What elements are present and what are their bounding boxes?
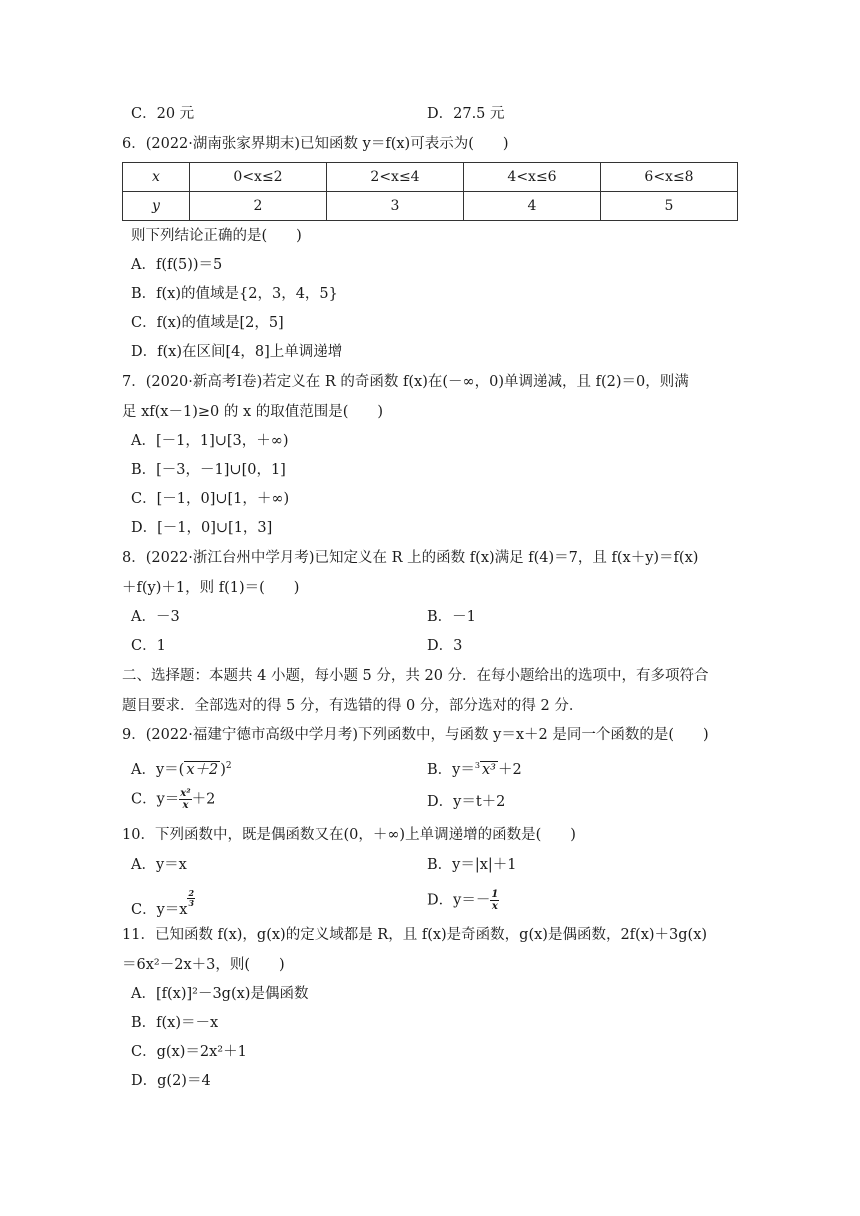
q11-option-d: D．g(2)＝4 [131,1073,211,1089]
q9-option-b-prefix: B．y＝ [427,761,475,778]
q9-stem: 9．(2022·福建宁德市高级中学月考)下列函数中，与函数 y＝x＋2 是同一个函数的是( ) [122,727,709,743]
q9-option-a-radicand: x＋2 [186,761,219,778]
fraction-denominator: 3 [188,898,195,908]
fraction-numerator: 1 [491,889,499,900]
q6-function-table [122,162,738,221]
q11-option-b: B．f(x)＝－x [131,1015,219,1031]
q11-stem-line2: ＝6x²－2x＋3，则( ) [122,957,285,973]
table-y-cell: 2 [190,192,327,221]
section2-heading-line1: 二、选择题：本题共 4 小题，每小题 5 分，共 20 分．在每小题给出的选项中，有多项符合 [122,668,709,684]
q8-stem-line2: ＋f(y)＋1，则 f(1)＝( ) [122,580,300,596]
table-x-label: x [123,163,190,192]
q9-option-b-radicand: x³ [481,761,496,778]
q9-option-b-root-index: 3 [474,761,480,770]
q9-option-b-suffix: ＋2 [497,761,522,778]
q9-option-a [131,756,232,780]
q9-option-c-suffix: ＋2 [191,791,216,808]
q9-option-b [427,756,522,780]
q6-option-a: A．f(f(5))＝5 [131,257,223,273]
q6-option-b: B．f(x)的值域是{2，3，4，5} [131,286,338,302]
q10-option-c [131,889,195,920]
fraction-denominator: x [182,800,189,811]
q8-option-a: A．－3 [131,609,180,625]
q11-option-c: C．g(x)＝2x²＋1 [131,1044,247,1060]
q9-option-c [131,788,215,811]
q10-option-d-prefix: D．y＝－ [427,892,491,909]
q9-option-a-prefix: A．y＝( [131,761,185,778]
q10-option-d [427,889,499,912]
q7-option-d: D．[－1，0]∪[1，3] [131,520,273,536]
section2-heading-line2: 题目要求．全部选对的得 5 分，有选错的得 0 分，部分选对的得 2 分． [122,698,584,714]
q10-option-c-prefix: C．y＝x [131,902,188,918]
q7-option-b: B．[－3，－1]∪[0，1] [131,462,286,478]
q9-option-c-prefix: C．y＝ [131,791,180,808]
table-x-cell: 0<x≤2 [190,163,327,192]
table-x-cell: 2<x≤4 [327,163,464,192]
q6-option-c: C．f(x)的值域是[2，5] [131,315,284,331]
q10-option-c-exponent [187,889,195,908]
table-row-x [123,163,738,192]
q7-stem-line2: 足 xf(x－1)≥0 的 x 的取值范围是( ) [122,404,384,420]
q6-stem: 6．(2022·湖南张家界期末)已知函数 y＝f(x)可表示为( ) [122,136,509,152]
q6-after-table: 则下列结论正确的是( ) [131,228,302,244]
q9-option-a-exponent: 2 [225,761,232,771]
q7-stem-line1: 7．(2020·新高考Ⅰ卷)若定义在 R 的奇函数 f(x)在(－∞，0)单调递减，且 f(2)＝0，则满 [122,374,689,390]
q10-stem: 10．下列函数中，既是偶函数又在(0，＋∞)上单调递增的函数是( ) [122,827,576,843]
q8-option-b: B．－1 [427,609,476,625]
q8-option-c: C．1 [131,638,166,654]
table-y-cell: 5 [601,192,738,221]
fraction-numerator: x² [180,788,191,799]
table-x-cell: 4<x≤6 [464,163,601,192]
q9-option-c-fraction [179,788,191,811]
q11-option-a: A．[f(x)]²－3g(x)是偶函数 [131,986,309,1002]
q8-option-d: D．3 [427,638,463,654]
q10-option-b: B．y＝|x|＋1 [427,857,517,873]
q6-option-d: D．f(x)在区间[4，8]上单调递增 [131,344,343,360]
fraction-denominator: x [491,901,498,912]
q5-option-c: C．20 元 [131,106,195,122]
q5-option-d: D．27.5 元 [427,106,505,122]
q8-stem-line1: 8．(2022·浙江台州中学月考)已知定义在 R 上的函数 f(x)满足 f(4)＝7，且 f(x＋y)＝f(x) [122,550,699,566]
table-y-label: y [123,192,190,221]
q11-stem-line1: 11．已知函数 f(x)，g(x)的定义域都是 R，且 f(x)是奇函数，g(x)是偶函数，2f(x)＋3g(x) [122,927,708,943]
q7-option-c: C．[－1，0]∪[1，＋∞) [131,491,290,507]
table-x-cell: 6<x≤8 [601,163,738,192]
q7-option-a: A．[－1，1]∪[3，＋∞) [131,433,289,449]
q9-option-a-suffix: ) [220,761,226,778]
fraction-numerator: 2 [188,888,195,898]
q10-option-d-fraction [490,889,499,912]
table-row-y [123,192,738,221]
table-y-cell: 4 [464,192,601,221]
q9-option-d: D．y＝t＋2 [427,794,506,810]
table-y-cell: 3 [327,192,464,221]
q10-option-a: A．y＝x [131,857,187,873]
